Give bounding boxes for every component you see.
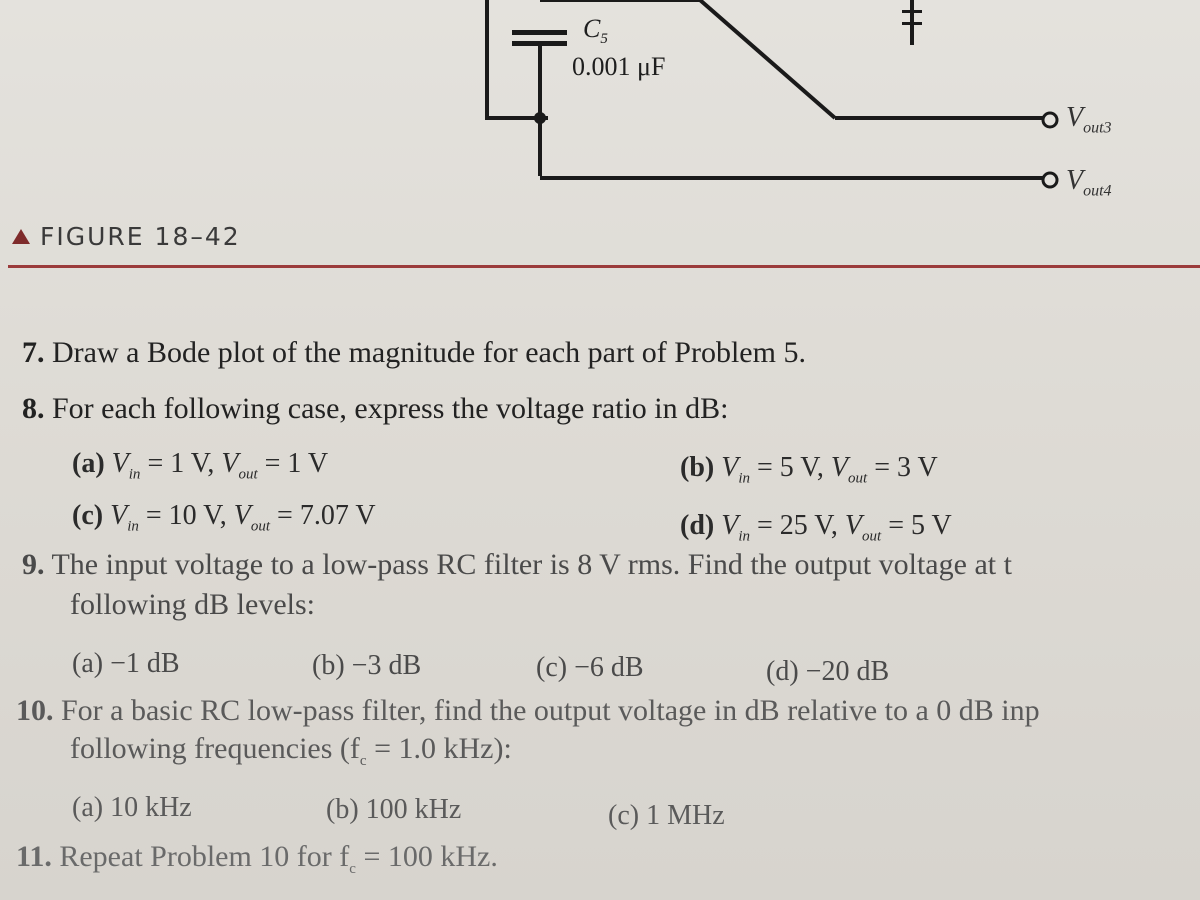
- problem-10b: (b) 100 kHz: [326, 794, 462, 825]
- triangle-marker-icon: [12, 229, 30, 244]
- problem-8b: (b) $V_{in} = 5$ V, $V_{out} = 3$ V: [680, 452, 938, 487]
- wire-diagonal: [700, 0, 835, 118]
- problem-11: 11. Repeat Problem 10 for $f_c = 100$ kHz.: [16, 840, 498, 877]
- problem-10c: (c) 1 MHz: [608, 800, 725, 831]
- problem-8c: (c) $V_{in} = 10$ V, $V_{out} = 7.07$ V: [72, 500, 376, 535]
- problem-9c: (c) −6 dB: [536, 652, 644, 683]
- problem-7: 7. Draw a Bode plot of the magnitude for each part of Problem 5.: [22, 336, 806, 369]
- output-label-4: $V_{out4}$: [1066, 165, 1112, 200]
- output-label-3: $V_{out3}$: [1066, 102, 1112, 137]
- capacitor-value: 0.001 μF: [572, 52, 666, 81]
- problem-8a: (a) $V_{in} = 1$ V, $V_{out} = 1$ V: [72, 448, 329, 483]
- capacitor-plate-bottom: [512, 41, 567, 46]
- junction-dot: [534, 112, 546, 124]
- problem-9b: (b) −3 dB: [312, 650, 422, 681]
- figure-caption-text: FIGURE 18–42: [40, 222, 241, 251]
- figure-caption: [12, 222, 241, 251]
- problem-8d: (d) $V_{in} = 25$ V, $V_{out} = 5$ V: [680, 510, 952, 545]
- capacitor-name: $C_5$: [583, 14, 608, 48]
- terminal-out4: [1043, 173, 1057, 187]
- caption-divider: [8, 265, 1200, 268]
- problem-10-line-2: following frequencies ($f_c = 1.0$ kHz):: [70, 732, 512, 769]
- problem-8: 8. For each following case, express the voltage ratio in dB:: [22, 392, 729, 425]
- problem-9a: (a) −1 dB: [72, 648, 180, 679]
- problem-9-line-2: following dB levels:: [70, 588, 315, 621]
- problem-10a: (a) 10 kHz: [72, 792, 192, 823]
- problem-9d: (d) −20 dB: [766, 656, 890, 687]
- problem-10-line-1: 10. For a basic RC low-pass filter, find the output voltage in dB relative to a 0 dB inp: [16, 694, 1040, 727]
- problem-9-line-1: 9. The input voltage to a low-pass RC filter is 8 V rms. Find the output voltage at t: [22, 548, 1012, 581]
- capacitor-plate-top: [512, 30, 567, 35]
- terminal-out3: [1043, 113, 1057, 127]
